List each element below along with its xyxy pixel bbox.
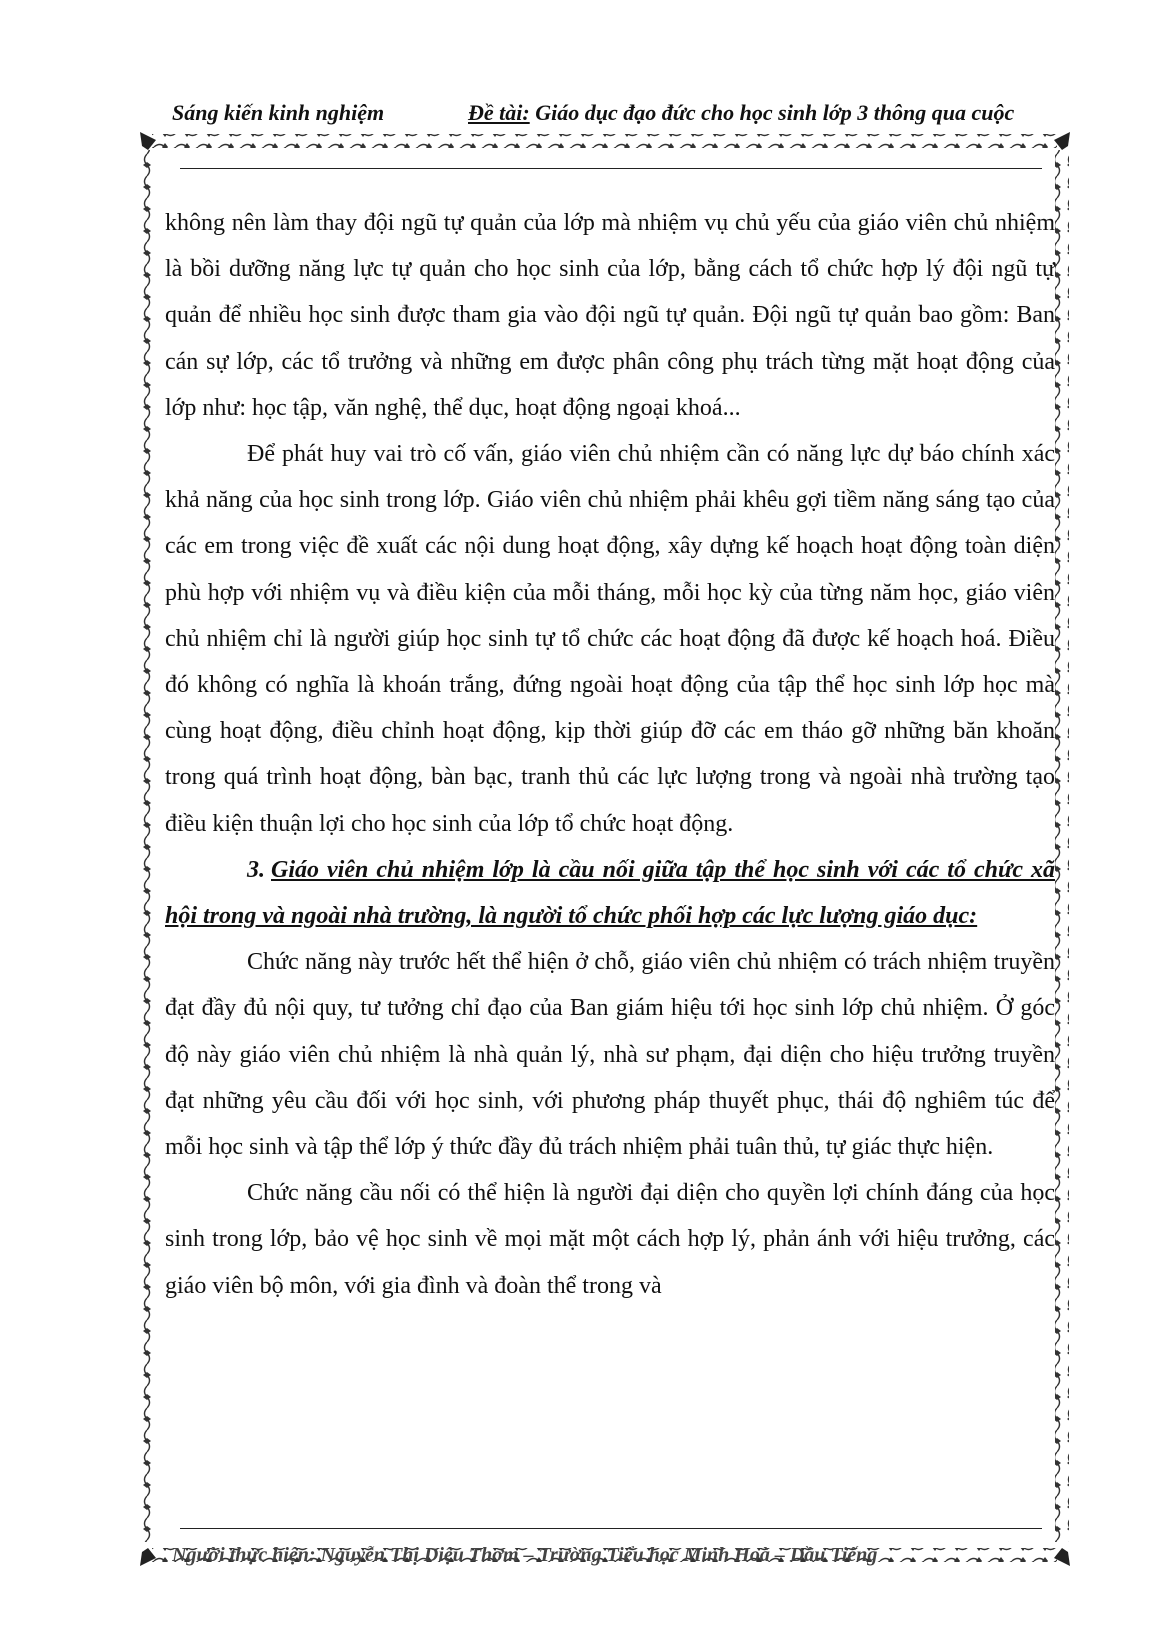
footer-rule xyxy=(180,1528,1042,1529)
heading-number: 3. xyxy=(247,856,265,883)
document-body xyxy=(165,200,1055,1309)
page-header xyxy=(172,100,1052,132)
heading-title: Giáo viên chủ nhiệm lớp là cầu nối giữa tập thể học sinh với các tổ chức xã hội trong và ngoài nhà trường, là người tổ chức phối hợp các lực lượng giáo dục: xyxy=(165,856,1055,930)
header-rule xyxy=(180,168,1042,169)
header-topic-label: Đề tài: xyxy=(468,100,530,125)
paragraph-3: Chức năng này trước hết thể hiện ở chỗ, giáo viên chủ nhiệm có trách nhiệm truyền đạt đầy đủ nội quy, tư tưởng chỉ đạo của Ban giám hiệu tới học sinh lớp chủ nhiệm. Ở góc độ này giáo viên chủ nhiệm là nhà quản lý, nhà sư phạm, đại diện cho hiệu trưởng truyền đạt những yêu cầu đối với học sinh, với phương pháp thuyết phục, thái độ nghiêm túc để mỗi học sinh và tập thể lớp ý thức đầy đủ trách nhiệm phải tuân thủ, tự giác thực hiện. xyxy=(165,949,1055,1161)
header-topic-text: Giáo dục đạo đức cho học sinh lớp 3 thông qua cuộc xyxy=(529,100,1015,125)
paragraph-2: Để phát huy vai trò cố vấn, giáo viên chủ nhiệm cần có năng lực dự báo chính xác khả năng của học sinh trong lớp. Giáo viên chủ nhiệm phải khêu gợi tiềm năng sáng tạo của các em trong việc đề xuất các nội dung hoạt động, xây dựng kế hoạch hoạt động toàn diện phù hợp với nhiệm vụ và điều kiện của mỗi tháng, mỗi học kỳ của từng năm học, giáo viên chủ nhiệm chỉ là người giúp học sinh tự tổ chức các hoạt động đã được kế hoạch hoá. Điều đó không có nghĩa là khoán trắng, đứng ngoài hoạt động của tập thể học sinh lớp học mà cùng hoạt động, điều chỉnh hoạt động, kịp thời giúp đỡ các em tháo gỡ những băn khoăn trong quá trình hoạt động, bàn bạc, tranh thủ các lực lượng trong và ngoài nhà trường tạo điều kiện thuận lợi cho học sinh của lớp tổ chức hoạt động. xyxy=(165,441,1055,837)
header-topic xyxy=(468,100,1014,126)
header-left-text: Sáng kiến kinh nghiệm xyxy=(172,100,385,125)
paragraph-1: không nên làm thay đội ngũ tự quản của lớp mà nhiệm vụ chủ yếu của giáo viên chủ nhiệm là bồi dưỡng năng lực tự quản cho học sinh của lớp, bằng cách tổ chức hợp lý đội ngũ tự quản để nhiều học sinh được tham gia vào đội ngũ tự quản. Đội ngũ tự quản bao gồm: Ban cán sự lớp, các tổ trưởng và những em được phân công phụ trách từng mặt hoạt động của lớp như: học tập, văn nghệ, thể dục, hoạt động ngoại khoá... xyxy=(165,210,1055,421)
page-footer: Người thực hiện: Nguyễn Thị Diệu Thơm – Trường Tiểu học Minh Hoà – Dầu Tiếng xyxy=(172,1544,878,1566)
section-heading-3 xyxy=(165,847,1055,939)
paragraph-4: Chức năng cầu nối có thể hiện là người đại diện cho quyền lợi chính đáng của học sinh trong lớp, bảo vệ học sinh về mọi mặt một cách hợp lý, phản ánh với hiệu trưởng, các giáo viên bộ môn, với gia đình và đoàn thể trong và xyxy=(165,1180,1055,1299)
